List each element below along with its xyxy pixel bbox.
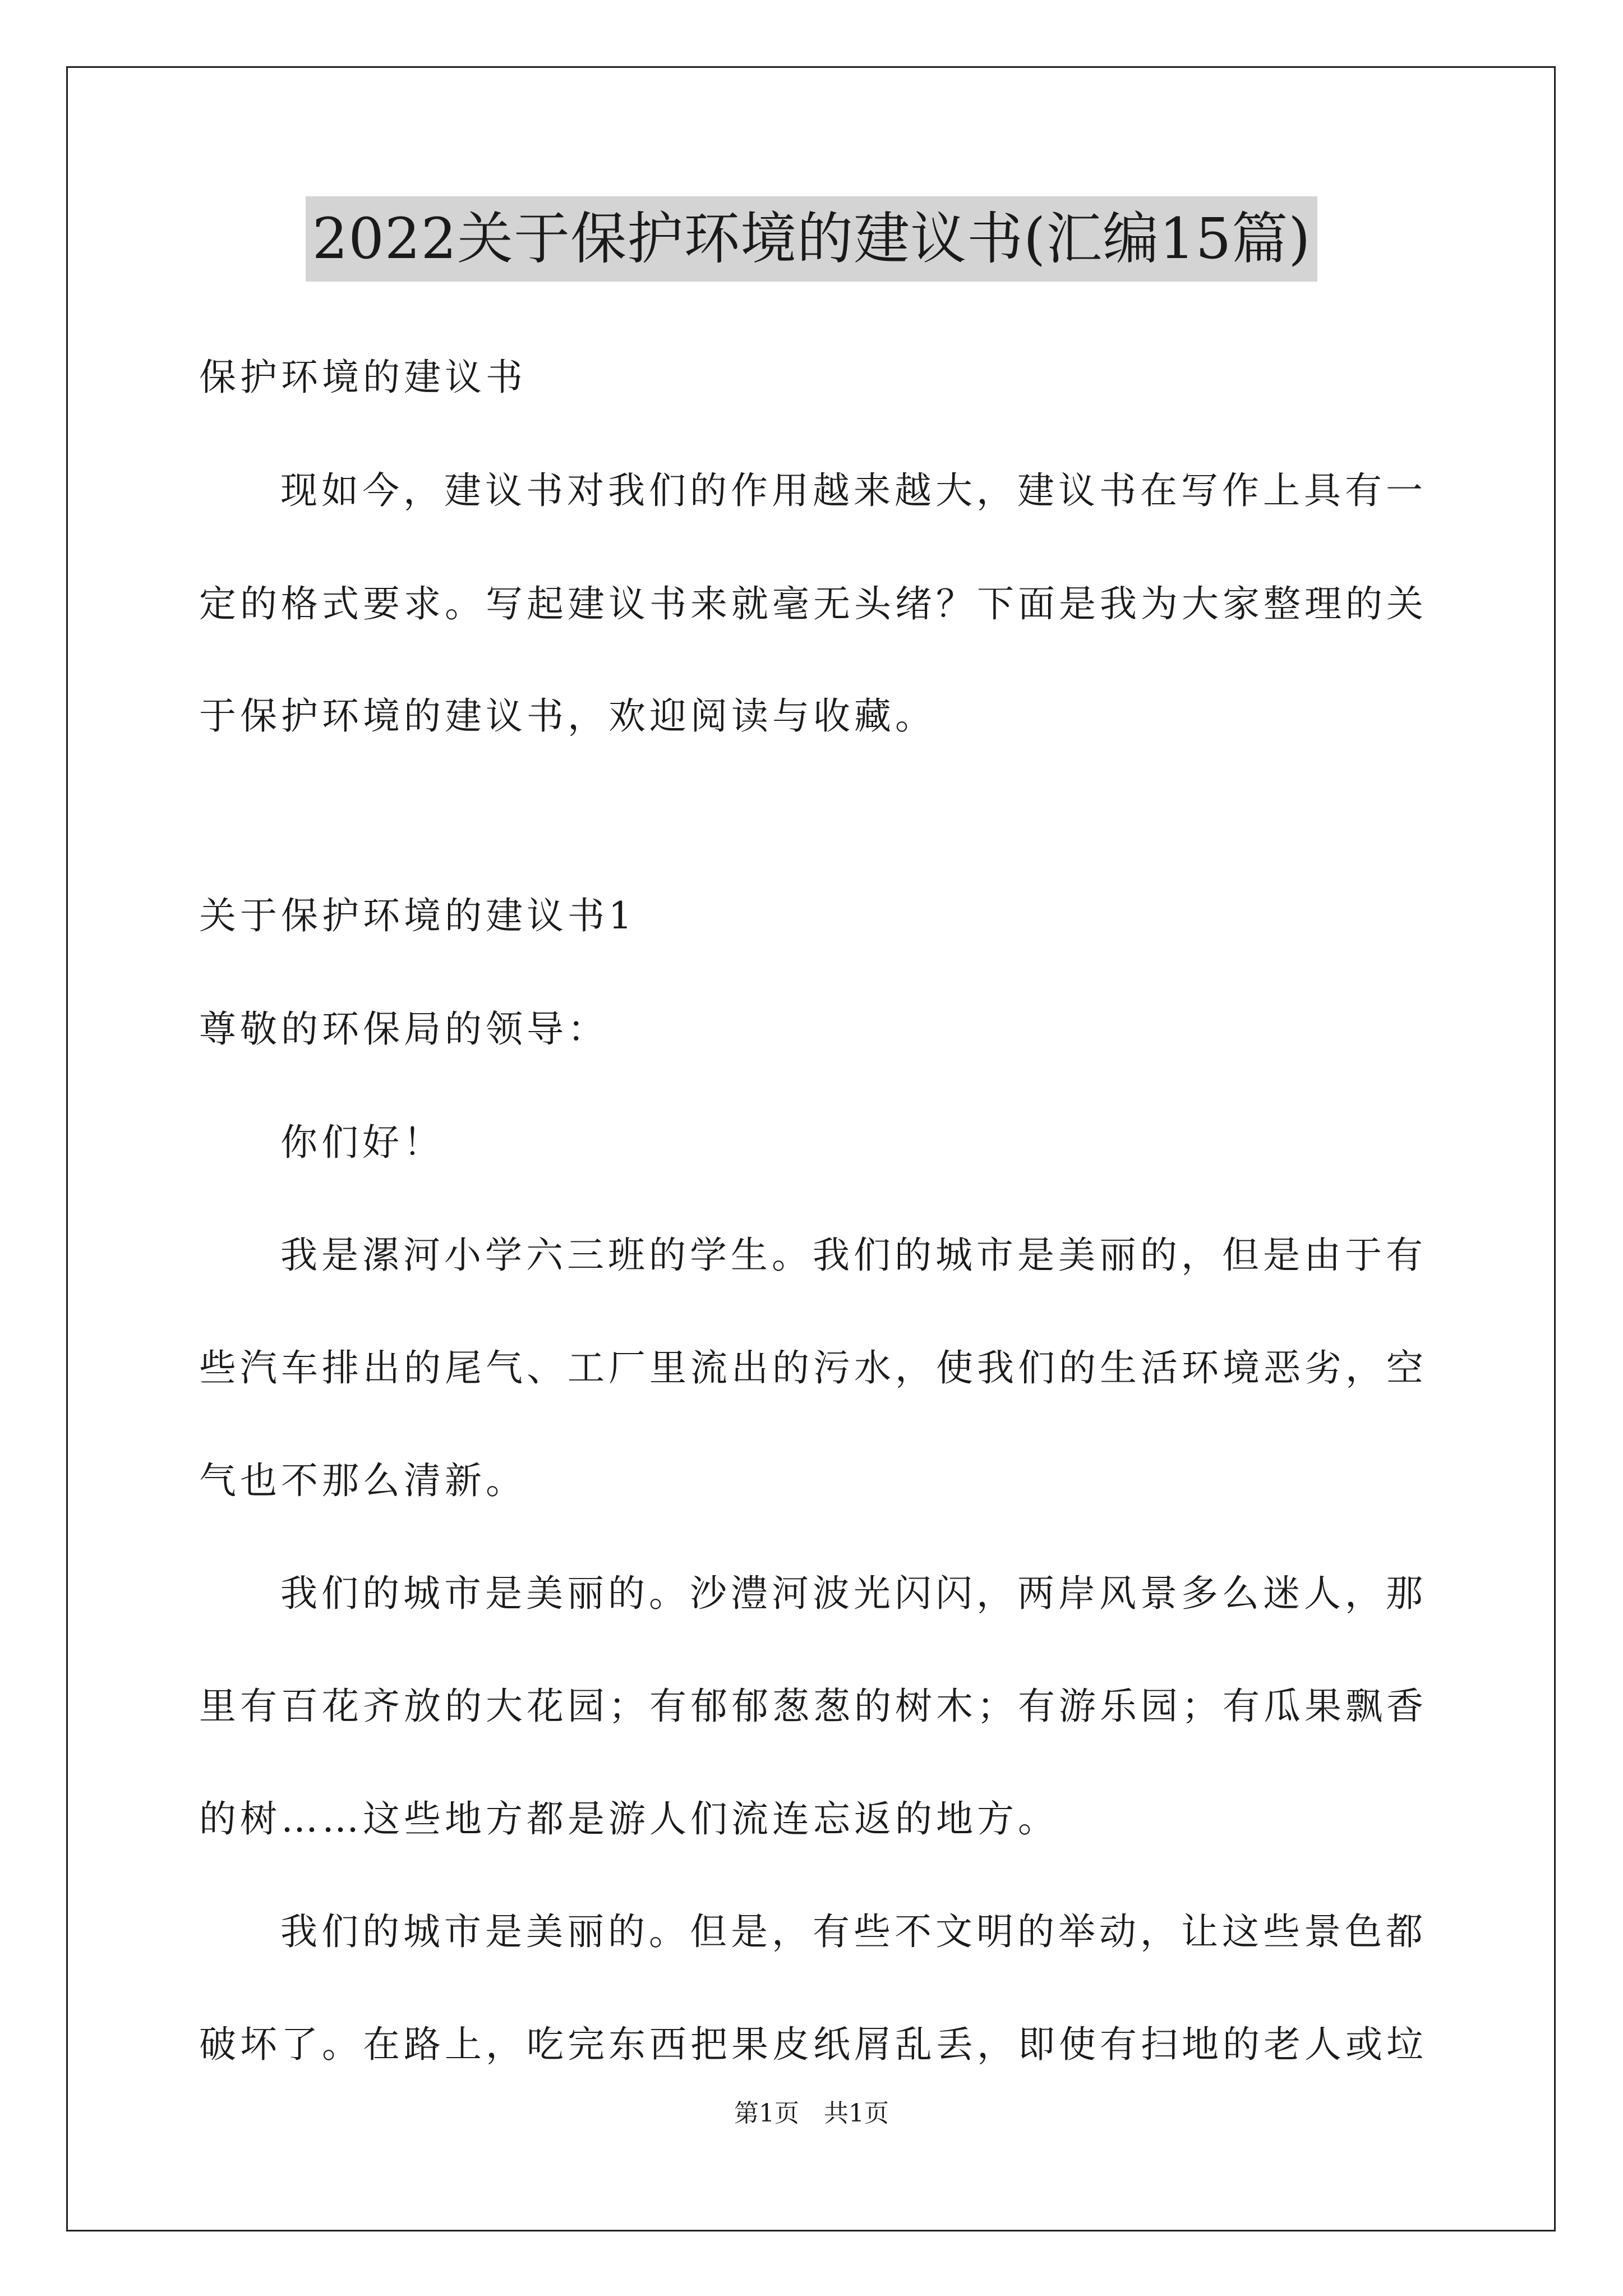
- paragraph1-line-1: 我是漯河小学六三班的学生。我们的城市是美丽的，但是由于有: [280, 1234, 1427, 1277]
- paragraph3-line-1: 我们的城市是美丽的。但是，有些不文明的举动，让这些景色都: [280, 1910, 1427, 1953]
- paragraph2-line-2: 里有百花齐放的大花园；有郁郁葱葱的树木；有游乐园；有瓜果飘香: [199, 1685, 1427, 1728]
- paragraph2-line-1: 我们的城市是美丽的。沙澧河波光闪闪，两岸风景多么迷人，那: [280, 1572, 1427, 1615]
- paragraph1-line-2: 些汽车排出的尾气、工厂里流出的污水，使我们的生活环境恶劣，空: [199, 1346, 1427, 1389]
- page-footer: 第1页 共1页: [734, 2099, 889, 2128]
- salutation: 尊敬的环保局的领导：: [199, 1007, 608, 1051]
- paragraph2-line-3: 的树……这些地方都是游人们流连忘返的地方。: [199, 1797, 1059, 1841]
- title-container: [0, 196, 1623, 282]
- paragraph1-line-3: 气也不那么清新。: [199, 1459, 527, 1502]
- greeting: 你们好！: [280, 1121, 444, 1164]
- section-heading: 关于保护环境的建议书1: [199, 894, 636, 937]
- intro-line-2: 定的格式要求。写起建议书来就毫无头绪？下面是我为大家整理的关: [199, 582, 1427, 625]
- intro-heading: 保护环境的建议书: [199, 356, 527, 399]
- intro-line-1: 现如今，建议书对我们的作用越来越大，建议书在写作上具有一: [280, 469, 1427, 512]
- intro-line-3: 于保护环境的建议书，欢迎阅读与收藏。: [199, 694, 936, 738]
- paragraph3-line-2: 破坏了。在路上，吃完东西把果皮纸屑乱丢，即使有扫地的老人或垃: [199, 2023, 1427, 2066]
- document-title: 2022关于保护环境的建议书(汇编15篇): [306, 196, 1318, 282]
